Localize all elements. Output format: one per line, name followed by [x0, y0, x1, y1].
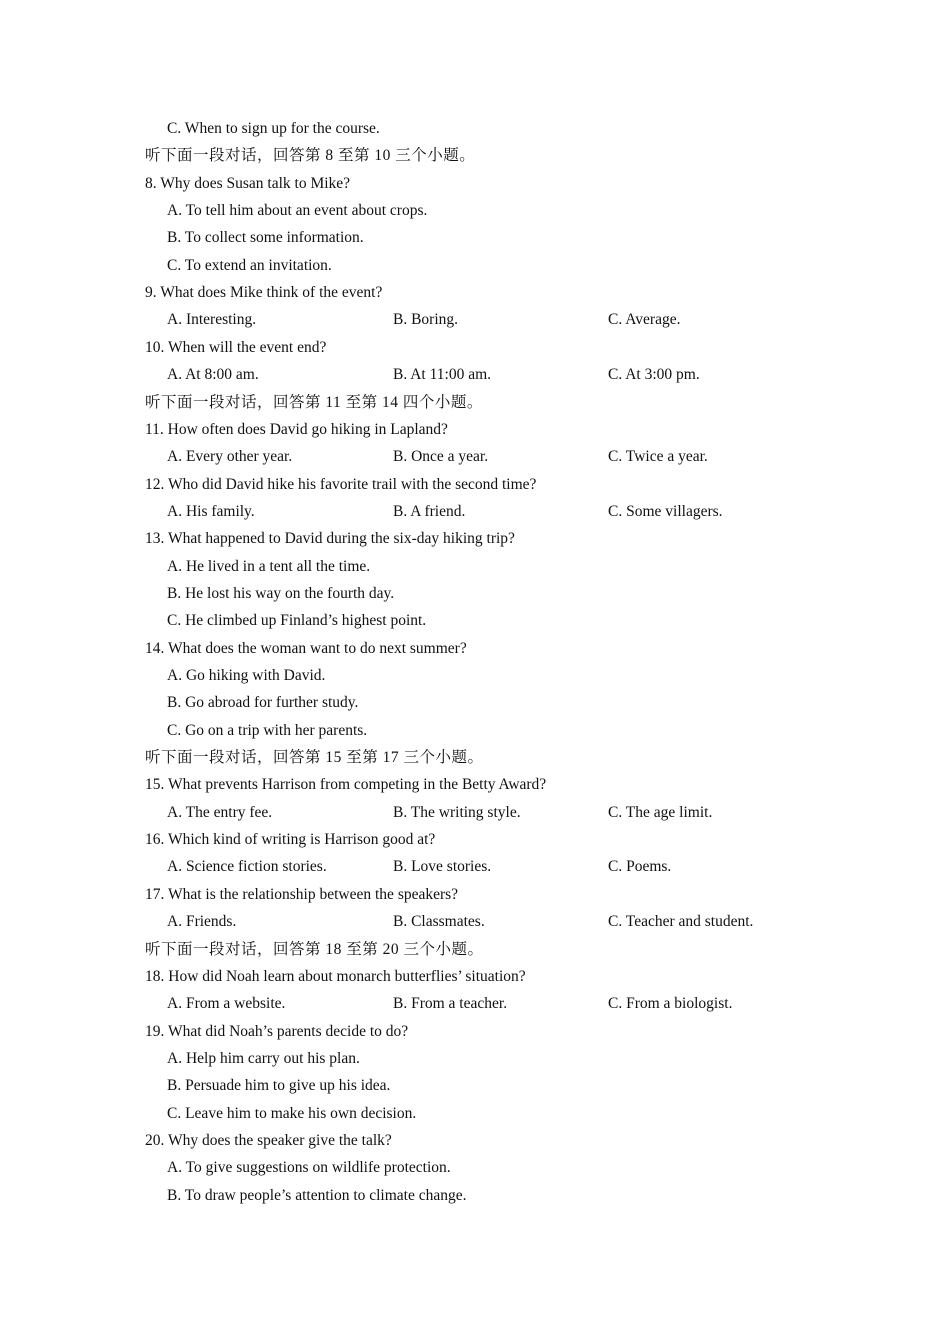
answer-option: C. Some villagers.	[608, 503, 723, 520]
answer-option: C. From a biologist.	[608, 995, 733, 1012]
question-text: 16. Which kind of writing is Harrison good at?	[145, 831, 436, 848]
answer-option: B. Classmates.	[393, 913, 485, 930]
answer-option: B. Go abroad for further study.	[167, 694, 359, 711]
answer-option: C. To extend an invitation.	[167, 257, 332, 274]
answer-option: A. Science fiction stories.	[167, 858, 327, 875]
answer-option: A. Help him carry out his plan.	[167, 1050, 360, 1067]
answer-option: C. The age limit.	[608, 804, 713, 821]
answer-option: C. Leave him to make his own decision.	[167, 1105, 417, 1122]
answer-option: B. Boring.	[393, 311, 459, 328]
answer-option: B. Once a year.	[393, 448, 489, 465]
answer-option: C. When to sign up for the course.	[167, 120, 380, 137]
question-text: 11. How often does David go hiking in Lapland?	[145, 421, 448, 438]
question-text: 20. Why does the speaker give the talk?	[145, 1132, 392, 1149]
answer-option: B. To collect some information.	[167, 229, 364, 246]
answer-option: C. Go on a trip with her parents.	[167, 722, 368, 739]
answer-option: A. Go hiking with David.	[167, 667, 326, 684]
answer-option: C. Teacher and student.	[608, 913, 754, 930]
question-text: 8. Why does Susan talk to Mike?	[145, 175, 351, 192]
section-instruction: 听下面一段对话，回答第 8 至第 10 三个小题。	[145, 147, 476, 164]
question-text: 18. How did Noah learn about monarch butterflies’ situation?	[145, 968, 526, 985]
question-text: 10. When will the event end?	[145, 339, 327, 356]
answer-option: B. At 11:00 am.	[393, 366, 492, 383]
answer-option: A. To give suggestions on wildlife protection.	[167, 1159, 451, 1176]
answer-option: A. At 8:00 am.	[167, 366, 259, 383]
answer-option: C. At 3:00 pm.	[608, 366, 700, 383]
answer-option: A. Friends.	[167, 913, 237, 930]
answer-option: A. His family.	[167, 503, 255, 520]
question-text: 13. What happened to David during the six-day hiking trip?	[145, 530, 515, 547]
answer-option: C. Average.	[608, 311, 681, 328]
answer-option: B. He lost his way on the fourth day.	[167, 585, 395, 602]
question-text: 17. What is the relationship between the speakers?	[145, 886, 459, 903]
answer-option: C. He climbed up Finland’s highest point.	[167, 612, 427, 629]
answer-option: A. Every other year.	[167, 448, 293, 465]
question-text: 9. What does Mike think of the event?	[145, 284, 383, 301]
answer-option: B. Persuade him to give up his idea.	[167, 1077, 391, 1094]
answer-option: C. Twice a year.	[608, 448, 708, 465]
question-text: 19. What did Noah’s parents decide to do?	[145, 1023, 409, 1040]
answer-option: A. He lived in a tent all the time.	[167, 558, 371, 575]
answer-option: A. Interesting.	[167, 311, 257, 328]
answer-option: A. From a website.	[167, 995, 286, 1012]
question-text: 12. Who did David hike his favorite trail with the second time?	[145, 476, 537, 493]
answer-option: A. The entry fee.	[167, 804, 273, 821]
answer-option: C. Poems.	[608, 858, 672, 875]
answer-option: A. To tell him about an event about crops.	[167, 202, 428, 219]
answer-option: B. Love stories.	[393, 858, 492, 875]
answer-option: B. To draw people’s attention to climate change.	[167, 1187, 467, 1204]
section-instruction: 听下面一段对话，回答第 11 至第 14 四个小题。	[145, 394, 483, 411]
section-instruction: 听下面一段对话，回答第 15 至第 17 三个小题。	[145, 749, 484, 766]
question-text: 14. What does the woman want to do next summer?	[145, 640, 467, 657]
answer-option: B. From a teacher.	[393, 995, 508, 1012]
question-text: 15. What prevents Harrison from competing in the Betty Award?	[145, 776, 547, 793]
answer-option: B. The writing style.	[393, 804, 521, 821]
section-instruction: 听下面一段对话，回答第 18 至第 20 三个小题。	[145, 941, 484, 958]
answer-option: B. A friend.	[393, 503, 466, 520]
